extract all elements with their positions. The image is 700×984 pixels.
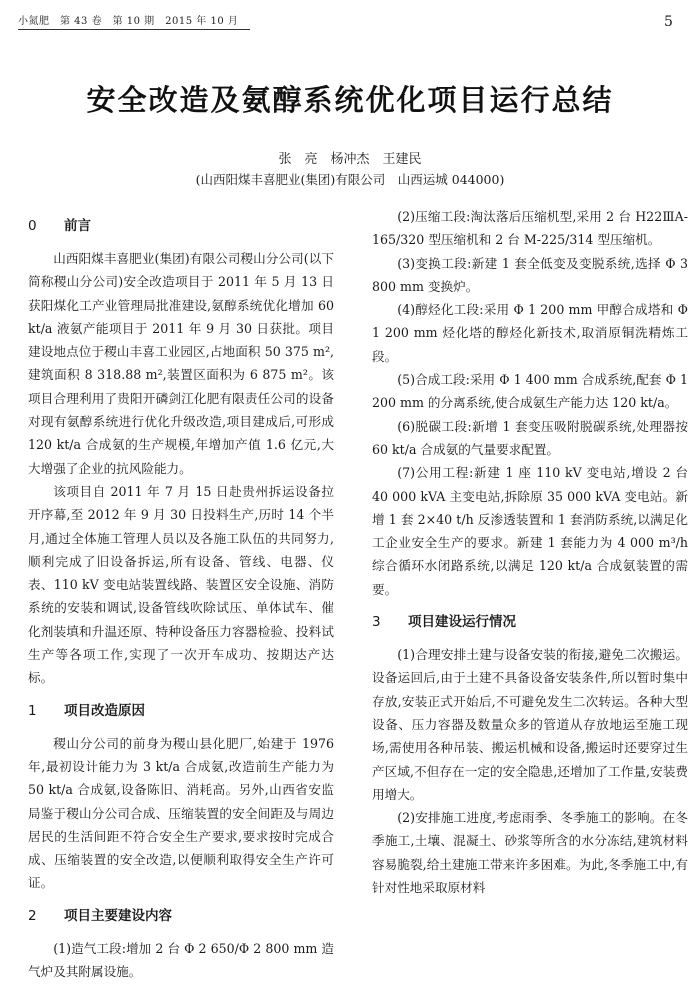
section-heading-3: 3 项目建设运行情况 [372, 614, 516, 631]
article-authors: 张 亮 杨冲杰 王建民 [278, 152, 422, 167]
paragraph: (2)安排施工进度,考虑雨季、冬季施工的影响。在冬季施工,土壤、混凝土、砂浆等所含的水分冻结,建筑材料容易脆裂,给土建施工带来许多困难。为此,冬季施工中,有针对性地采取原材料 [372, 810, 688, 896]
section-heading-1: 1 项目改造原因 [28, 702, 145, 719]
right-column [372, 205, 688, 899]
paragraph: 山西阳煤丰喜肥业(集团)有限公司稷山分公司(以下简称稷山分公司)安全改造项目于 2011 年 5 月 13 日获阳煤化工产业管理局批准建设,氨醇系统优化增加 60 kt/a 液氨产能项目于 2011 年 9 月 30 日获批。项目建设地点位于稷山丰喜工业园区,占地面积 50 375 m²,建筑面积 8 318.88 m²,装置区面积为 6 875 m²。该项目合理利用了贵阳开磷剑江化肥有限责任公司的设备对现有氨醇系统进行优化升级改造,项目建成后,可形成 120 kt/a 合成氨的生产规模,年增加产值 1.6 亿元,大大增强了企业的抗风险能力。 [28, 251, 334, 476]
section-heading-0: 0 前言 [28, 218, 91, 234]
left-column [28, 215, 334, 980]
running-head: 小氮肥 第 43 卷 第 10 期 2015 年 10 月 [18, 12, 250, 30]
paragraph: (2)压缩工段:淘汰落后压缩机型,采用 2 台 H22ⅢA-165/320 型压缩机和 2 台 M-225/314 型压缩机。 [372, 209, 688, 248]
paragraph: (6)脱碳工段:新增 1 套变压吸附脱碳系统,处理器按 60 kt/a 合成氨的气量要求配置。 [372, 418, 688, 457]
paragraph: 稷山分公司的前身为稷山县化肥厂,始建于 1976 年,最初设计能力为 3 kt/a 合成氨,改造前生产能力为 50 kt/a 合成氨,设备陈旧、消耗高。另外,山西省安监局鉴于稷山分公司合成、压缩装置的安全间距及与周边居民的生活间距不符合安全生产要求,要求按时完成合成、压缩装置的安全改造,以便顺利取得安全生产许可证。 [28, 735, 334, 891]
paragraph: 该项目自 2011 年 7 月 15 日赴贵州拆运设备拉开序幕,至 2012 年 9 月 30 日投料生产,历时 14 个半月,通过全体施工管理人员以及各施工队伍的共同努力,顺利完成了旧设备拆运,所有设备、管线、电器、仪表、110 kV 变电站装置线路、装置区安全设施、消防系统的安装和调试,设备管线吹除试压、单体试车、催化剂装填和升温还原、特种设备压力容器检验、投料试生产等各项工作,实现了一次开车成功、按期达产达标。 [28, 483, 334, 686]
section-heading-2: 2 项目主要建设内容 [28, 907, 172, 924]
page-number: 5 [664, 14, 673, 30]
article-affiliation: (山西阳煤丰喜肥业(集团)有限公司 山西运城 044000) [195, 172, 505, 187]
paragraph: (1)造气工段:增加 2 台 Φ 2 650/Φ 2 800 mm 造气炉及其附属设施。 [28, 940, 334, 980]
paragraph: (4)醇烃化工段:采用 Φ 1 200 mm 甲醇合成塔和 Φ 1 200 mm 烃化塔的醇烃化新技术,取消原铜洗精炼工段。 [372, 302, 688, 364]
article-title: 安全改造及氨醇系统优化项目运行总结 [86, 83, 614, 117]
paragraph: (5)合成工段:采用 Φ 1 400 mm 合成系统,配套 Φ 1 200 mm 的分离系统,使合成氨生产能力达 120 kt/a。 [372, 372, 688, 411]
paragraph: (1)合理安排土建与设备安装的衔接,避免二次搬运。设备运回后,由于土建不具备设备安装条件,所以暂时集中存放,安装正式开始后,不可避免发生二次转运。各种大型设备、压力容器及数量众多的管道从存放地运至施工现场,需使用各种吊装、搬运机械和设备,搬运时还要穿过生产区域,不但存在一定的安全隐患,还增加了工作量,安装费用增大。 [372, 647, 688, 802]
paragraph: (3)变换工段:新建 1 套全低变及变脱系统,选择 Φ 3 800 mm 变换炉。 [372, 255, 688, 294]
paragraph: (7)公用工程:新建 1 座 110 kV 变电站,增设 2 台 40 000 kVA 主变电站,拆除原 35 000 kVA 变电站。新增 1 套 2×40 t/h 反渗透装置和 1 套消防系统,以满足化工企业安全生产的要求。新建 1 套能力为 4 000 m³/h 综合循环水闭路系统,以满足 120 kt/a 合成氨装置的需要。 [372, 465, 688, 597]
